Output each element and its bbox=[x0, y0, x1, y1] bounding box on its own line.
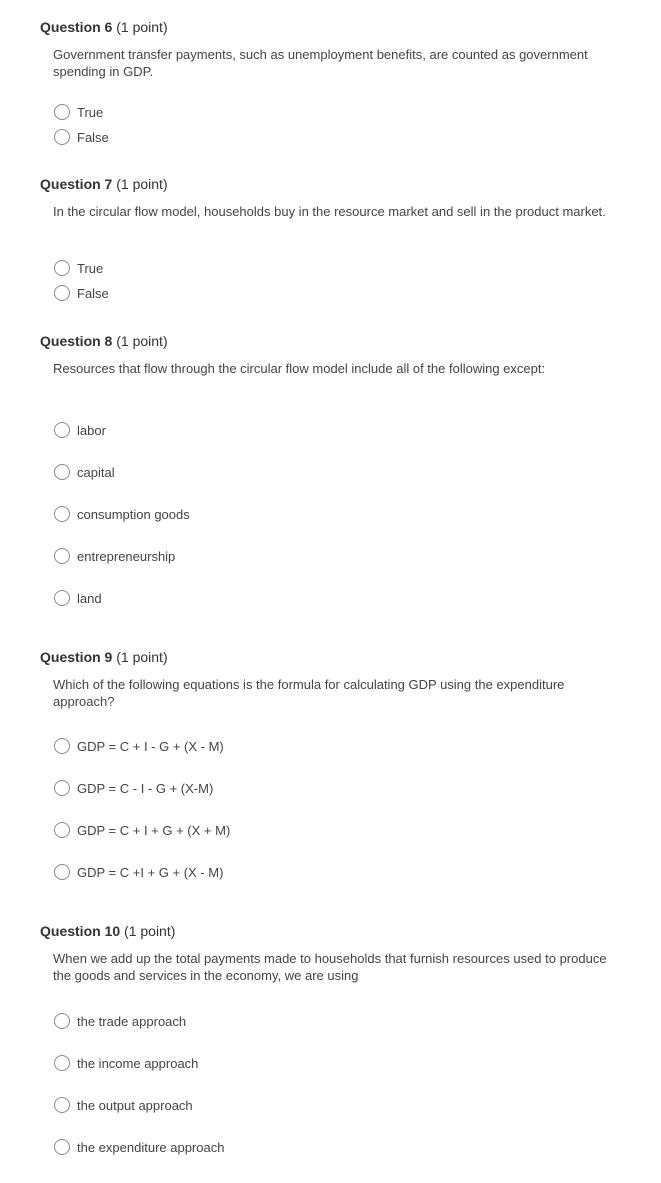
answer-option-trade-approach[interactable] bbox=[54, 1011, 186, 1031]
answer-option-d[interactable] bbox=[54, 862, 223, 882]
question-points: (1 point) bbox=[116, 176, 168, 192]
option-label[interactable]: capital bbox=[77, 464, 115, 480]
radio-button[interactable] bbox=[54, 422, 70, 438]
option-label[interactable]: the expenditure approach bbox=[77, 1139, 225, 1155]
question-points: (1 point) bbox=[124, 923, 176, 939]
option-label[interactable]: GDP = C - I - G + (X-M) bbox=[77, 780, 214, 796]
option-label[interactable]: GDP = C + I - G + (X - M) bbox=[77, 738, 224, 754]
question-number: Question 8 bbox=[40, 333, 113, 349]
radio-button[interactable] bbox=[54, 1097, 70, 1113]
question-7 bbox=[40, 175, 640, 301]
option-label[interactable]: labor bbox=[77, 422, 106, 438]
answer-option-expenditure-approach[interactable] bbox=[54, 1137, 224, 1157]
question-heading bbox=[40, 175, 640, 193]
question-number: Question 7 bbox=[40, 176, 113, 192]
option-label[interactable]: land bbox=[77, 590, 102, 606]
answer-option-false[interactable] bbox=[54, 127, 109, 147]
question-points: (1 point) bbox=[116, 333, 168, 349]
question-number: Question 10 bbox=[40, 923, 121, 939]
answer-option-b[interactable] bbox=[54, 778, 213, 798]
answer-option-output-approach[interactable] bbox=[54, 1095, 193, 1115]
answer-option-a[interactable] bbox=[54, 736, 224, 756]
answer-option-capital[interactable] bbox=[54, 462, 115, 482]
option-label[interactable]: entrepreneurship bbox=[77, 548, 176, 564]
radio-button[interactable] bbox=[54, 548, 70, 564]
answer-option-labor[interactable] bbox=[54, 420, 106, 440]
answer-option-true[interactable] bbox=[54, 102, 103, 122]
option-label[interactable]: consumption goods bbox=[77, 506, 190, 522]
answer-option-false[interactable] bbox=[54, 283, 109, 303]
question-6 bbox=[40, 18, 640, 145]
question-heading bbox=[40, 18, 640, 36]
radio-button[interactable] bbox=[54, 738, 70, 754]
answer-option-land[interactable] bbox=[54, 588, 102, 608]
radio-button[interactable] bbox=[54, 1139, 70, 1155]
option-label[interactable]: True bbox=[77, 104, 104, 120]
option-label[interactable]: the trade approach bbox=[77, 1013, 187, 1029]
question-text: When we add up the total payments made to households that furnish resources used to produce the goods and services in the economy, we are using bbox=[53, 951, 607, 983]
radio-button[interactable] bbox=[54, 1055, 70, 1071]
answer-option-consumption-goods[interactable] bbox=[54, 504, 190, 524]
question-8 bbox=[40, 332, 640, 606]
question-heading bbox=[40, 648, 640, 666]
option-label[interactable]: GDP = C + I + G + (X + M) bbox=[77, 822, 231, 838]
radio-button[interactable] bbox=[54, 506, 70, 522]
question-text: Resources that flow through the circular flow model include all of the following except: bbox=[53, 361, 546, 376]
radio-button[interactable] bbox=[54, 285, 70, 301]
radio-button[interactable] bbox=[54, 1013, 70, 1029]
radio-button[interactable] bbox=[54, 129, 70, 145]
question-10 bbox=[40, 922, 640, 1155]
question-9 bbox=[40, 648, 640, 880]
option-label[interactable]: True bbox=[77, 260, 104, 276]
question-text: Which of the following equations is the formula for calculating GDP using the expenditure approach? bbox=[53, 677, 565, 709]
radio-button[interactable] bbox=[54, 104, 70, 120]
question-points: (1 point) bbox=[116, 649, 168, 665]
radio-button[interactable] bbox=[54, 864, 70, 880]
radio-button[interactable] bbox=[54, 260, 70, 276]
option-label[interactable]: the income approach bbox=[77, 1055, 199, 1071]
option-label[interactable]: the output approach bbox=[77, 1097, 193, 1113]
radio-button[interactable] bbox=[54, 822, 70, 838]
option-label[interactable]: False bbox=[77, 129, 109, 145]
radio-button[interactable] bbox=[54, 464, 70, 480]
option-label[interactable]: GDP = C +I + G + (X - M) bbox=[77, 864, 224, 880]
answer-option-income-approach[interactable] bbox=[54, 1053, 198, 1073]
option-label[interactable]: False bbox=[77, 285, 109, 301]
question-heading bbox=[40, 332, 640, 350]
question-points: (1 point) bbox=[116, 19, 168, 35]
question-number: Question 9 bbox=[40, 649, 113, 665]
radio-button[interactable] bbox=[54, 590, 70, 606]
question-number: Question 6 bbox=[40, 19, 113, 35]
question-text: Government transfer payments, such as unemployment benefits, are counted as government spending in GDP. bbox=[53, 47, 588, 79]
answer-option-c[interactable] bbox=[54, 820, 230, 840]
question-heading bbox=[40, 922, 640, 940]
question-text: In the circular flow model, households buy in the resource market and sell in the product market. bbox=[53, 204, 606, 219]
answer-option-entrepreneurship[interactable] bbox=[54, 546, 175, 566]
answer-option-true[interactable] bbox=[54, 258, 103, 278]
radio-button[interactable] bbox=[54, 780, 70, 796]
